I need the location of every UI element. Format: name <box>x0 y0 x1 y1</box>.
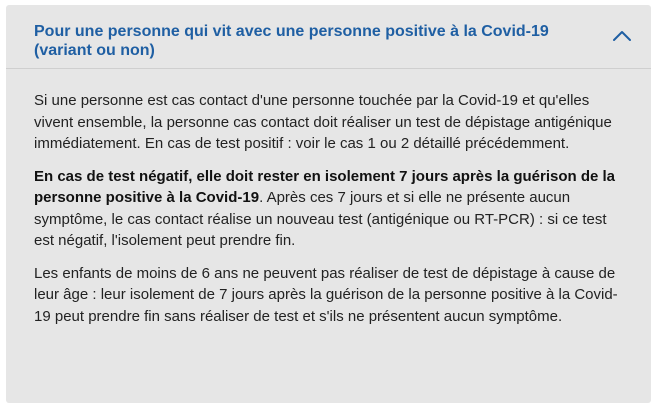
accordion-header[interactable] <box>6 5 651 69</box>
chevron-up-icon[interactable] <box>611 27 633 45</box>
paragraph-text: Les enfants de moins de 6 ans ne peuvent pas réaliser de test de dépistage à cause de leur âge : leur isolement de 7 jours après la guérison de la personne positive à la Covid-19 peut prendre fin sans réaliser de test et s'ils ne présentent aucun symptôme. <box>34 264 618 325</box>
paragraph-bold-text: En cas de test négatif, elle doit rester en isolement 7 jours après la guérison de la personne positive à la Covid-19 <box>34 167 616 206</box>
accordion-title[interactable]: Pour une personne qui vit avec une personne positive à la Covid-19 (variant ou non) <box>34 23 549 59</box>
paragraph-children-under-6 <box>34 263 624 328</box>
accordion-body <box>34 90 624 338</box>
paragraph-text: Si une personne est cas contact d'une personne touchée par la Covid-19 et qu'elles vivent ensemble, la personne cas contact doit réaliser un test de dépistage antigénique immédiatement. En cas de test positif : voir le cas 1 ou 2 détaillé précédemment. <box>34 92 612 152</box>
paragraph-negative-test <box>34 166 624 252</box>
paragraph-household-contact <box>34 90 624 155</box>
paragraph-text: . Après ces 7 jours et si elle ne présente aucun symptôme, le cas contact réalise un nouveau test (antigénique ou RT-PCR) : si ce test est négatif, l'isolement peut prendre fin. <box>34 189 607 249</box>
accordion-panel <box>6 5 651 403</box>
